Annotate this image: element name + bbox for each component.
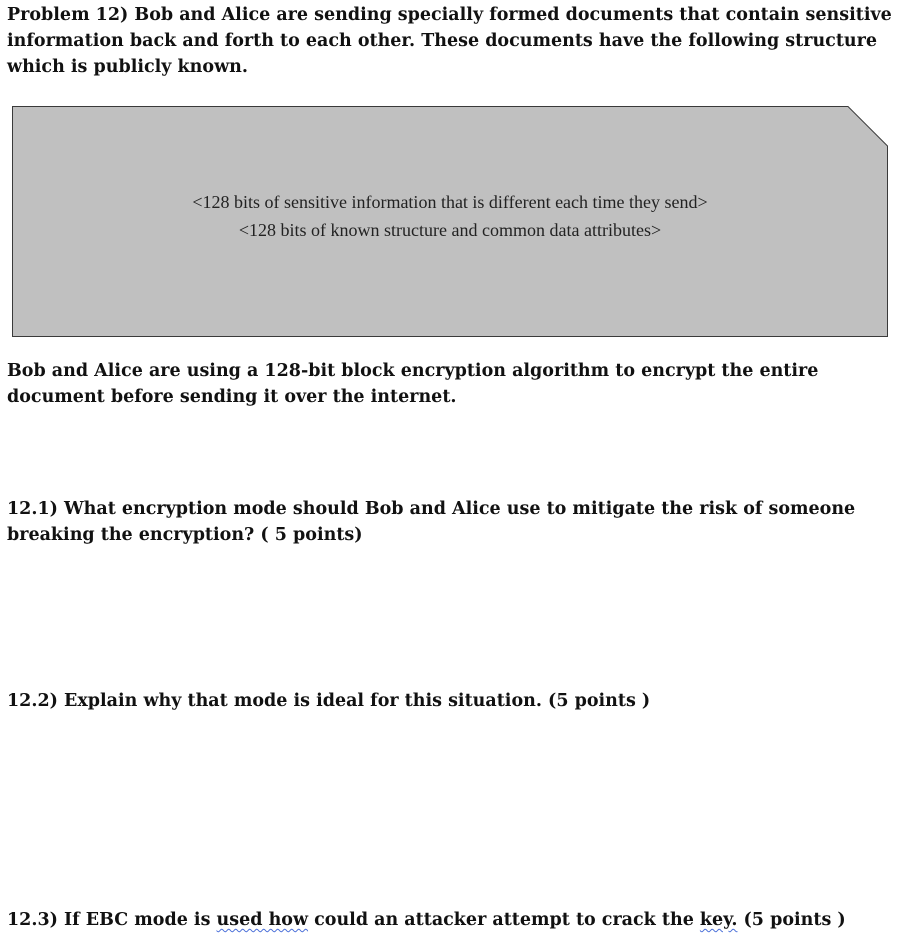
spellcheck-flag-used-how: used how [216, 910, 309, 930]
spellcheck-flag-key: key. [699, 910, 738, 930]
question-12-1: 12.1) What encryption mode should Bob and Alice use to mitigate the risk of someone breaking the encryption? ( 5 points) [7, 499, 856, 545]
encryption-context: Bob and Alice are using a 128-bit block encryption algorithm to encrypt the entire document before sending it over the internet. [7, 361, 819, 407]
question-12-2: 12.2) Explain why that mode is ideal for this situation. (5 points ) [7, 691, 651, 711]
q3-text-after: (5 points ) [737, 910, 846, 930]
sensitive-info-line: <128 bits of sensitive information that is different each time they send> [192, 192, 708, 212]
problem-intro: Problem 12) Bob and Alice are sending specially formed documents that contain sensitive information back and forth to each other. These documents have the following structure which is publicly known. [7, 5, 892, 77]
q3-text-middle: could an attacker attempt to crack the [308, 910, 700, 930]
known-structure-line: <128 bits of known structure and common data attributes> [238, 220, 662, 240]
question-12-3 [7, 907, 907, 933]
document-structure-box [12, 106, 888, 337]
q3-text-before: 12.3) If EBC mode is [7, 910, 217, 930]
